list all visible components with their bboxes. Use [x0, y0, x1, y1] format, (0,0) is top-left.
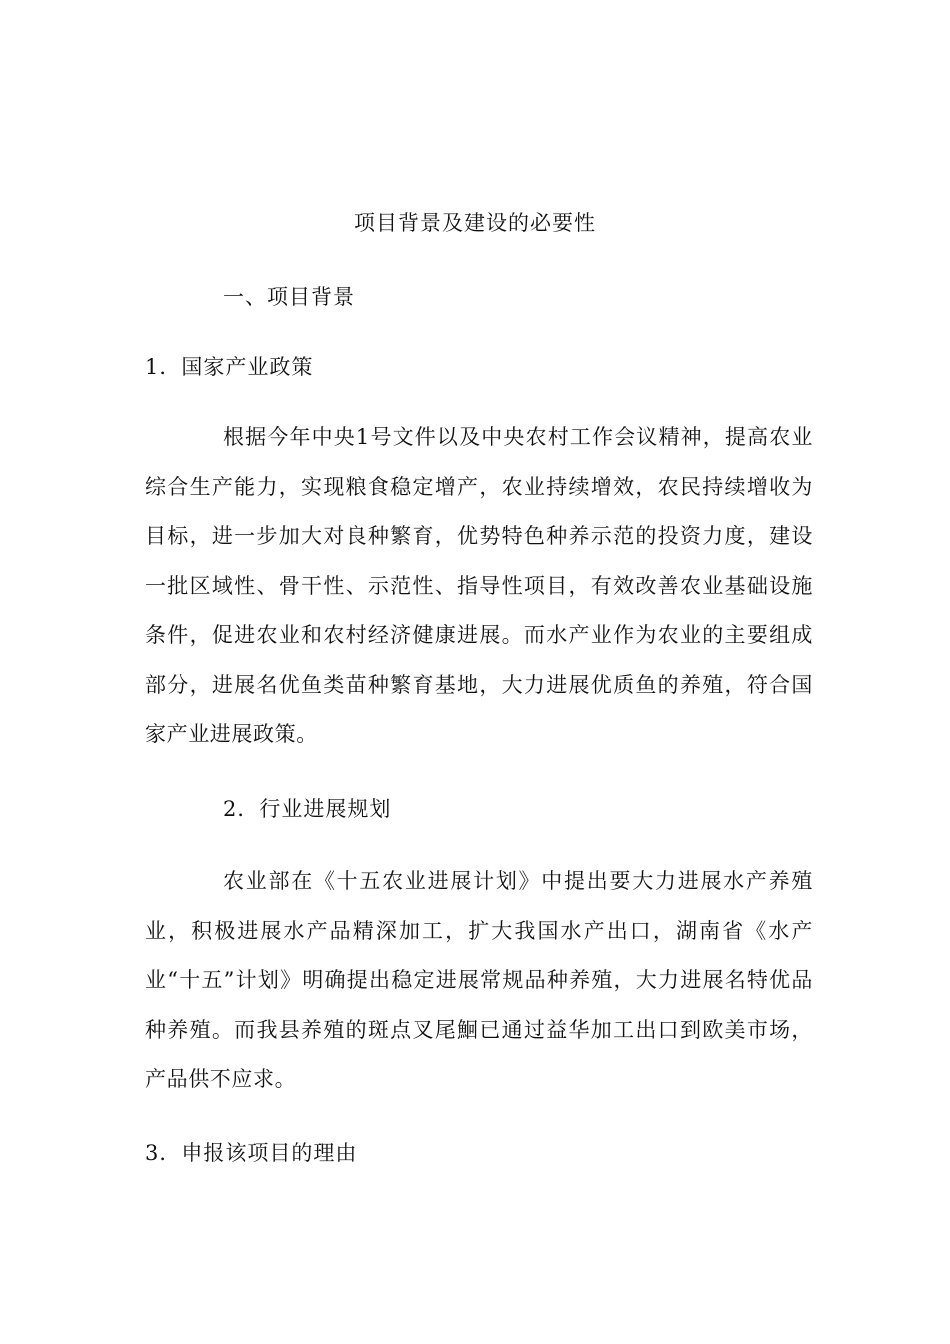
paragraph-national-policy: 根据今年中央1号文件以及中央农村工作会议精神，提高农业综合生产能力，实现粮食稳定增产，农业持续增效，农民持续增收为目标，进一步加大对良种繁育，优势特色种养示范的投资力度，建设一批区域性、骨干性、示范性、指导性项目，有效改善农业基础设施条件，促进农业和农村经济健康进展。而水产业作为农业的主要组成部分，进展名优鱼类苗种繁育基地，大力进展优质鱼的养殖，符合国家产业进展政策。 — [145, 425, 813, 746]
subsection-heading-application-reason: 3．申报该项目的理由 — [145, 1141, 358, 1165]
subsection-heading-industry-plan: 2．行业进展规划 — [223, 797, 392, 821]
paragraph-industry-plan: 农业部在《十五农业进展计划》中提出要大力进展水产养殖业，积极进展水产品精深加工，扩大我国水产出口，湖南省《水产业“十五”计划》明确提出稳定进展常规品种养殖，大力进展名特优品种养殖。而我县养殖的斑点叉尾鮰已通过益华加工出口到欧美市场，产品供不应求。 — [145, 869, 813, 1091]
document-title: 项目背景及建设的必要性 — [354, 211, 596, 235]
section-heading-background: 一、项目背景 — [223, 285, 355, 309]
subsection-heading-national-policy: 1．国家产业政策 — [145, 355, 314, 379]
